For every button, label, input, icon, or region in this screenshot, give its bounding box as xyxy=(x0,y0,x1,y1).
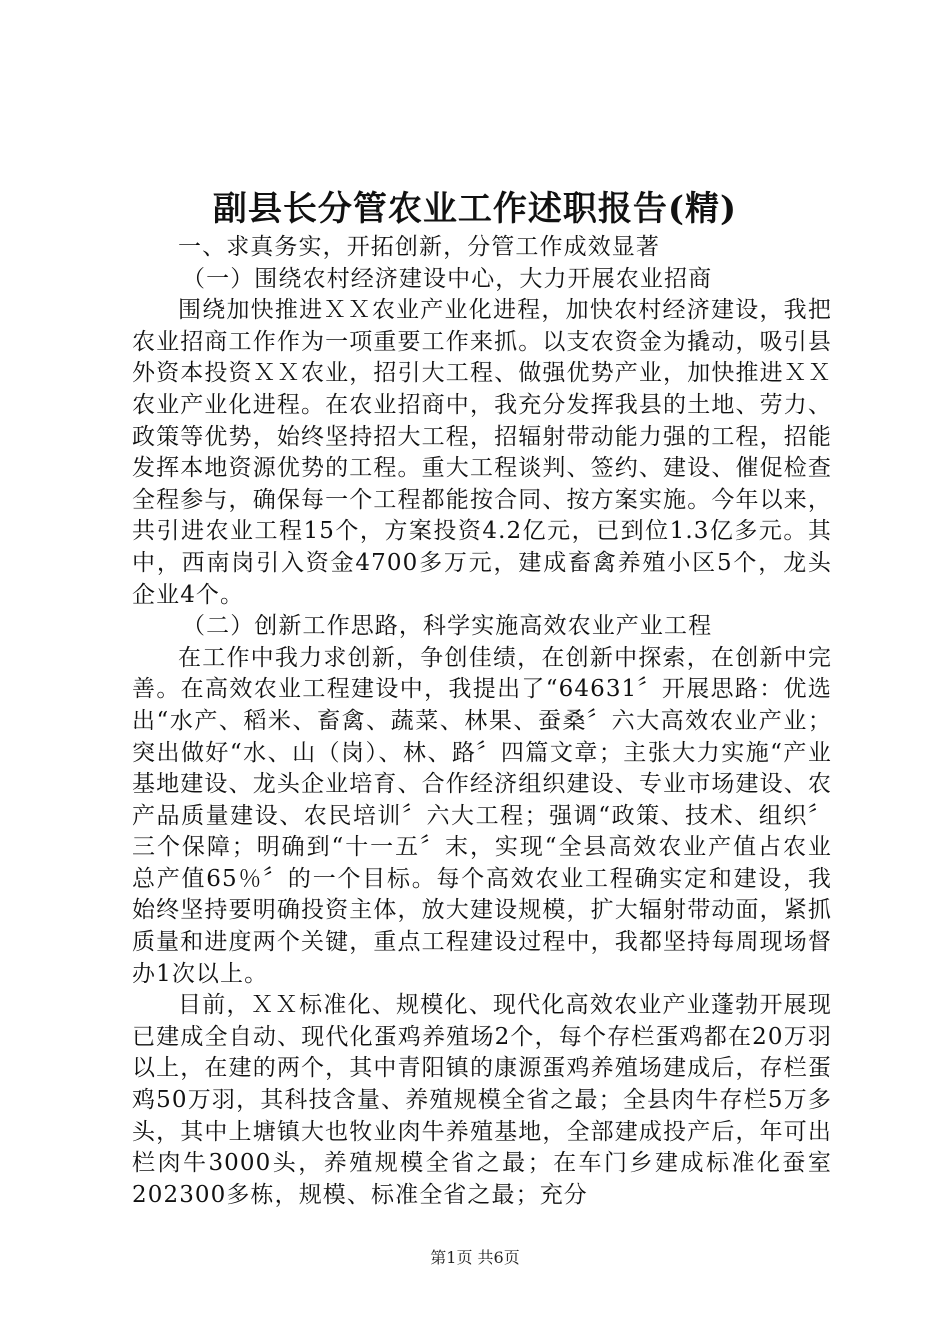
page-number-footer: 第1页 共6页 xyxy=(430,1248,520,1267)
subsection-heading: （二）创新工作思路，科学实施高效农业产业工程 xyxy=(182,613,713,640)
body-paragraph: 围绕加快推进ＸＸ农业产业化进程，加快农村经济建设，我把农业招商工作作为一项重要工作来抓。以支农资金为撬动，吸引县外资本投资ＸＸ农业，招引大工程、做强优势产业，加快推进ＸＸ农业产业化进程。在农业招商中，我充分发挥我县的土地、劳力、政策等优势，始终坚持招大工程，招辐射带动能力强的工程，招能发挥本地资源优势的工程。重大工程谈判、签约、建设、催促检查全程参与，确保每一个工程都能按合同、按方案实施。今年以来，共引进农业工程15个，方案投资4.2亿元，已到位1.3亿多元。其中，西南岗引入资金4700多万元，建成畜禽养殖小区5个，龙头企业4个。 xyxy=(132,297,832,608)
subsection-heading: （一）围绕农村经济建设中心，大力开展农业招商 xyxy=(182,265,713,292)
document-body xyxy=(132,232,832,1211)
document-title: 副县长分管农业工作述职报告(精) xyxy=(212,189,738,229)
body-paragraph: 在工作中我力求创新，争创佳绩，在创新中探索，在创新中完善。在高效农业工程建设中，我提出了“64631〞开展思路：优选出“水产、稻米、畜禽、蔬菜、林果、蚕桑〞六大高效农业产业；突出做好“水、山（岗）、林、路〞四篇文章；主张大力实施“产业基地建设、龙头企业培育、合作经济组织建设、专业市场建设、农产品质量建设、农民培训〞六大工程；强调“政策、技术、组织〞三个保障；明确到“十一五〞末，实现“全县高效农业产值占农业总产值65％〞的一个目标。每个高效农业工程确实定和建设，我始终坚持要明确投资主体，放大建设规模，扩大辐射带动面，紧抓质量和进度两个关键，重点工程建设过程中，我都坚持每周现场督办1次以上。 xyxy=(132,644,832,987)
body-paragraph: 目前，ＸＸ标准化、规模化、现代化高效农业产业蓬勃开展现已建成全自动、现代化蛋鸡养殖场2个，每个存栏蛋鸡都在20万羽以上，在建的两个，其中青阳镇的康源蛋鸡养殖场建成后，存栏蛋鸡50万羽，其科技含量、养殖规模全省之最；全县肉牛存栏5万多头，其中上塘镇大也牧业肉牛养殖基地，全部建成投产后，年可出栏肉牛3000头，养殖规模全省之最；在车门乡建成标准化蚕室202300多栋，规模、标准全省之最；充分 xyxy=(132,992,832,1208)
section-heading: 一、求真务实，开拓创新，分管工作成效显著 xyxy=(178,234,660,260)
